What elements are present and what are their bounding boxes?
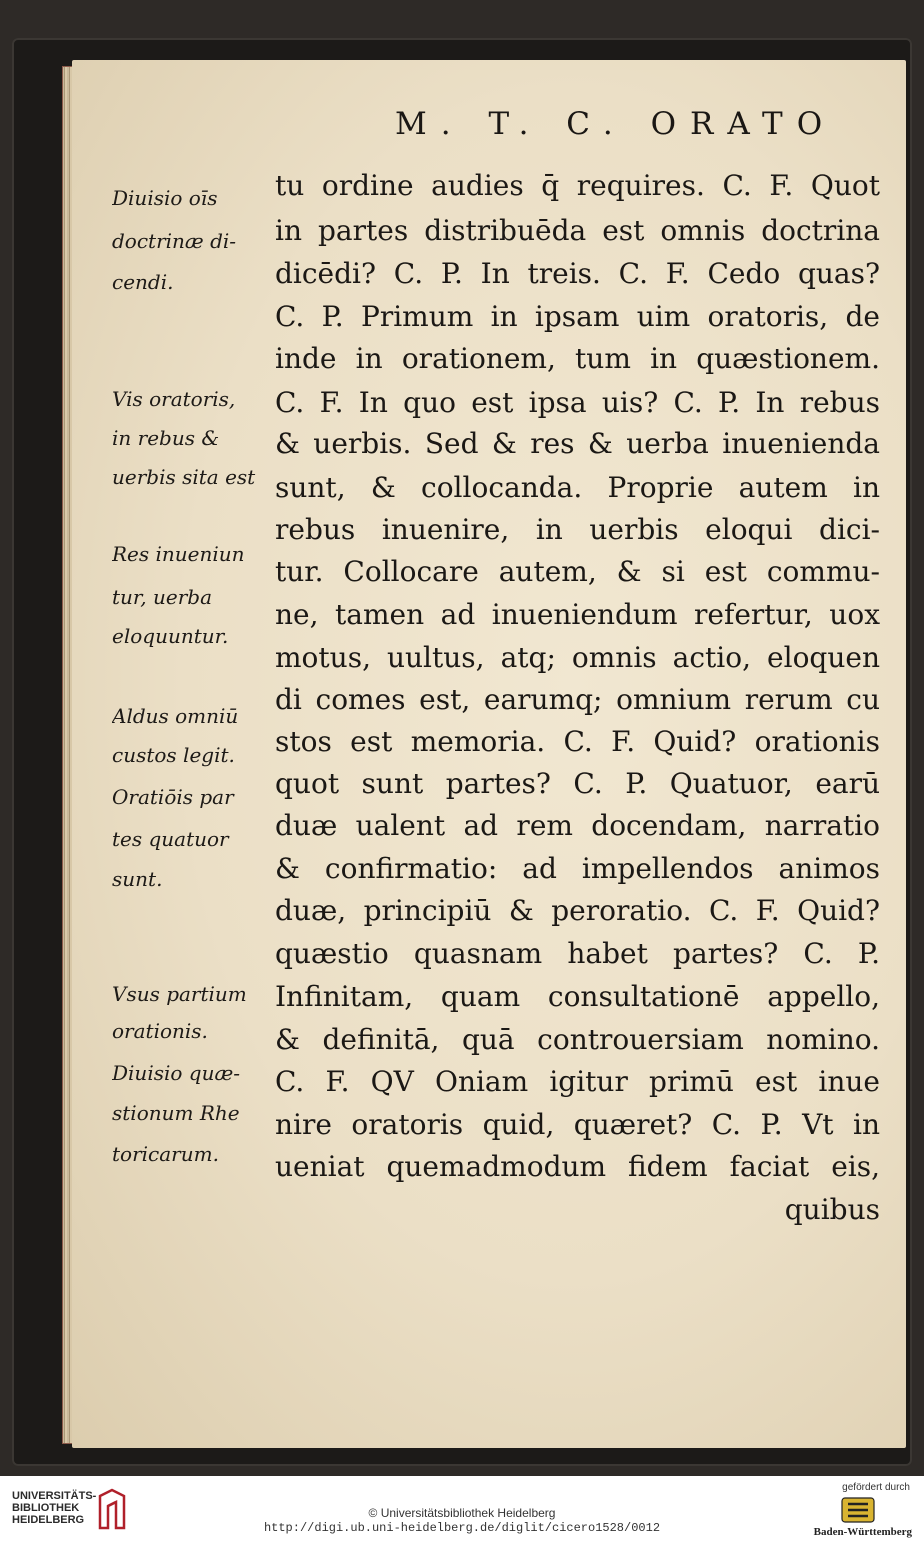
text-line: C. F. QV Oniam igitur primū est inue: [275, 1065, 880, 1098]
marginal-note-line: Vsus partium: [112, 982, 247, 1006]
marginal-note-line: orationis.: [112, 1019, 208, 1043]
marginal-note-line: in rebus &: [112, 426, 220, 450]
text-line: rebus inuenire, in uerbis eloqui dici-: [275, 513, 880, 546]
marginal-note-line: tur, uerba: [112, 585, 212, 609]
text-line: & uerbis. Sed & res & uerba inuenienda: [275, 427, 880, 460]
text-line: ueniat quemadmodum fidem faciat eis,: [275, 1150, 880, 1183]
marginal-note-line: toricarum.: [112, 1142, 219, 1166]
marginal-note-line: doctrinæ di-: [112, 229, 237, 253]
text-line: motus, uultus, atq; omnis actio, eloquen: [275, 641, 880, 674]
coat-of-arms-icon: [838, 1496, 878, 1524]
text-line: di comes est, earumq; omnium rerum cu: [275, 683, 880, 716]
text-line: Infinitam, quam consultationē appello,: [275, 980, 880, 1013]
funded-by-label: gefördert durch: [842, 1482, 910, 1493]
marginal-note-line: eloquuntur.: [112, 624, 229, 648]
text-line: tur. Collocare autem, & si est commu-: [275, 555, 880, 588]
text-line: & definitā, quā controuersiam nomino.: [275, 1023, 880, 1056]
funder-name: Baden-Württemberg: [813, 1526, 912, 1538]
catchword: quibus: [784, 1193, 880, 1226]
text-line: quæstio quasnam habet partes? C. P.: [275, 937, 880, 970]
permalink[interactable]: http://digi.ub.uni-heidelberg.de/diglit/cicero1528/0012: [263, 1521, 661, 1535]
text-line: duæ ualent ad rem docendam, narratio: [275, 809, 880, 842]
marginal-note-line: Res inueniun: [112, 542, 245, 566]
running-head: M. T. C. ORATO: [395, 106, 837, 142]
text-line: stos est memoria. C. F. Quid? orationis: [275, 725, 880, 758]
text-line: C. P. Primum in ipsam uim oratoris, de: [275, 300, 880, 333]
text-line: C. F. In quo est ipsa uis? C. P. In rebus: [275, 386, 880, 419]
footer-bar: [0, 1476, 924, 1542]
text-line: inde in orationem, tum in quæstionem.: [275, 342, 880, 375]
marginal-note-line: Diuisio oīs: [112, 186, 218, 210]
marginal-note-line: Diuisio quæ-: [112, 1061, 241, 1085]
marginal-note-line: stionum Rhe: [112, 1101, 240, 1125]
marginal-note-line: cendi.: [112, 270, 174, 294]
marginal-note-line: uerbis sita est: [112, 465, 256, 489]
marginal-note-line: sunt.: [112, 867, 163, 891]
text-line: tu ordine audies q̄ requires. C. F. Quot: [275, 169, 880, 202]
text-line: quot sunt partes? C. P. Quatuor, earū: [275, 767, 880, 800]
library-logo-text: UNIVERSITÄTS- BIBLIOTHEK HEIDELBERG: [12, 1490, 97, 1526]
marginal-note-line: Oratiōis par: [112, 785, 234, 809]
marginal-note-line: custos legit.: [112, 743, 235, 767]
marginal-note-line: tes quatuor: [112, 827, 229, 851]
text-line: sunt, & collocanda. Proprie autem in: [275, 471, 880, 504]
copyright-notice: © Universitätsbibliothek Heidelberg: [368, 1506, 556, 1520]
text-line: & confirmatio: ad impellendos animos: [275, 852, 880, 885]
text-line: nire oratoris quid, quæret? C. P. Vt in: [275, 1108, 880, 1141]
text-line: dicēdi? C. P. In treis. C. F. Cedo quas?: [275, 257, 880, 290]
marginal-note-line: Aldus omniū: [112, 704, 239, 728]
text-line: in partes distribuēda est omnis doctrina: [275, 214, 880, 247]
text-line: duæ, principiū & peroratio. C. F. Quid?: [275, 894, 880, 927]
text-line: ne, tamen ad inueniendum refertur, uox: [275, 598, 880, 631]
marginal-note-line: Vis oratoris,: [112, 387, 236, 411]
